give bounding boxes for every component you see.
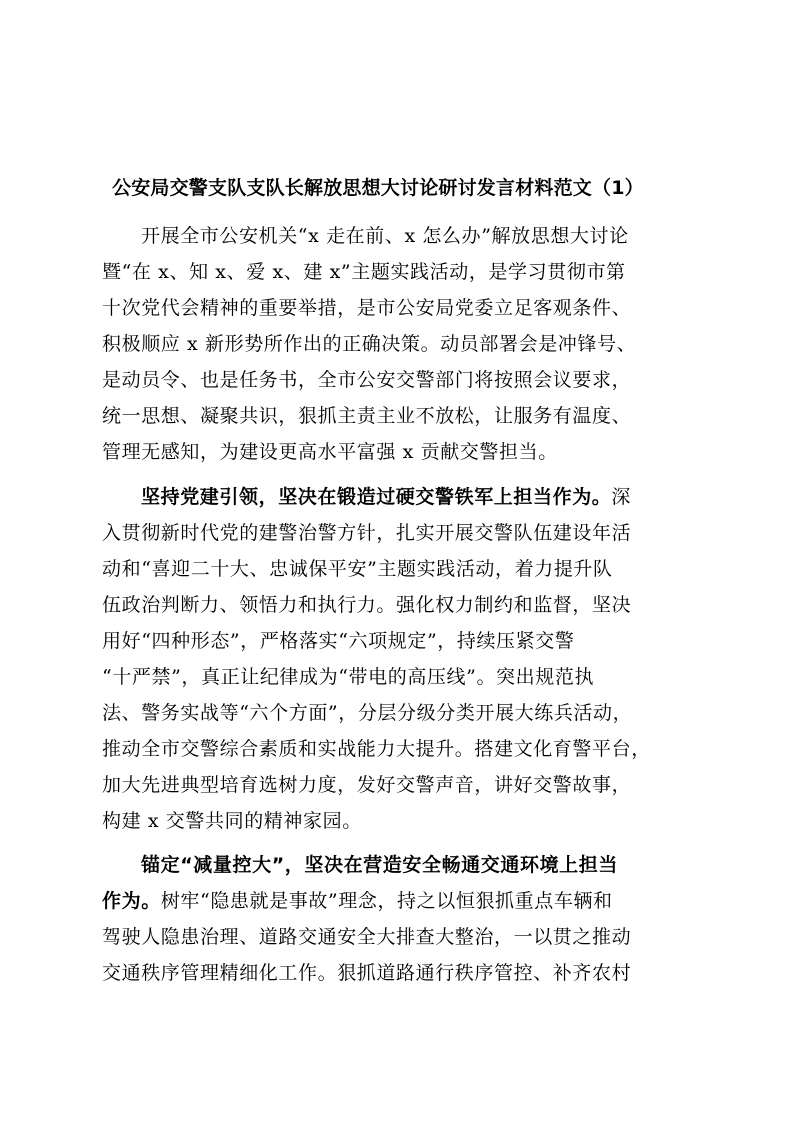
paragraph-line: “十严禁”，真正让纪律成为“带电的高压线”。突出规范执 (102, 666, 595, 688)
paragraph-line: 伍政治判断力、领悟力和执行力。强化权力制约和监督，坚决 (102, 594, 632, 616)
paragraph-line: 加大先进典型培育选树力度，发好交警声音，讲好交警故事， (102, 774, 632, 796)
paragraph-line: 十次党代会精神的重要举措，是市公安局党委立足客观条件、 (102, 297, 632, 319)
paragraph-line: 暨“在 x、知 x、爱 x、建 x”主题实践活动，是学习贯彻市第 (102, 261, 626, 283)
paragraph-line: 法、警务实战等“六个方面”，分层分级分类开展大练兵活动， (102, 702, 633, 724)
paragraph-line: 推动全市交警综合素质和实战能力大提升。搭建文化育警平台， (102, 738, 651, 760)
paragraph-line-rest: 深 (611, 486, 632, 508)
paragraph-line: 是动员令、也是任务书，全市公安交警部门将按照会议要求， (102, 369, 632, 391)
paragraph-line: 动和“喜迎二十大、忠诚保平安”主题实践活动，着力提升队 (102, 558, 613, 580)
paragraph-second-line (102, 883, 692, 919)
document-title: 公安局交警支队支队长解放思想大讨论研讨发言材料范文（1） (112, 177, 644, 199)
paragraph-first-line (102, 479, 692, 515)
paragraph-line: 交通秩序管理精细化工作。狠抓道路通行秩序管控、补齐农村 (102, 962, 632, 984)
paragraph-lead-heading-end: 作为。 (102, 890, 161, 912)
paragraph-line: 用好“四种形态”，严格落实“六项规定”，持续压紧交警 (102, 630, 575, 652)
paragraph-line: 统一思想、凝聚共识，狠抓主责主业不放松，让服务有温度、 (102, 405, 632, 427)
paragraph-line: 构建 x 交警共同的精神家园。 (102, 810, 362, 832)
paragraph-intro (102, 218, 692, 470)
paragraph-line: 开展全市公安机关“x 走在前、x 怎么办”解放思想大讨论 (141, 225, 629, 247)
paragraph-traffic-safety (102, 847, 692, 991)
paragraph-line: 入贯彻新时代党的建警治警方针，扎实开展交警队伍建设年活 (102, 522, 632, 544)
paragraph-line: 驾驶人隐患治理、道路交通安全大排查大整治，一以贯之推动 (102, 926, 632, 948)
paragraph-lead-heading: 坚持党建引领，坚决在锻造过硬交警铁军上担当作为。 (141, 486, 612, 508)
paragraph-party-building (102, 479, 692, 839)
paragraph-lead-heading: 锚定“减量控大”，坚决在营造安全畅通交通环境上担当 (141, 854, 618, 876)
paragraph-line: 管理无感知，为建设更高水平富强 x 贡献交警担当。 (102, 441, 558, 463)
paragraph-line-rest: 树牢“隐患就是事故”理念，持之以恒狠抓重点车辆和 (160, 890, 613, 912)
paragraph-line: 积极顺应 x 新形势所作出的正确决策。动员部署会是冲锋号、 (102, 333, 637, 355)
